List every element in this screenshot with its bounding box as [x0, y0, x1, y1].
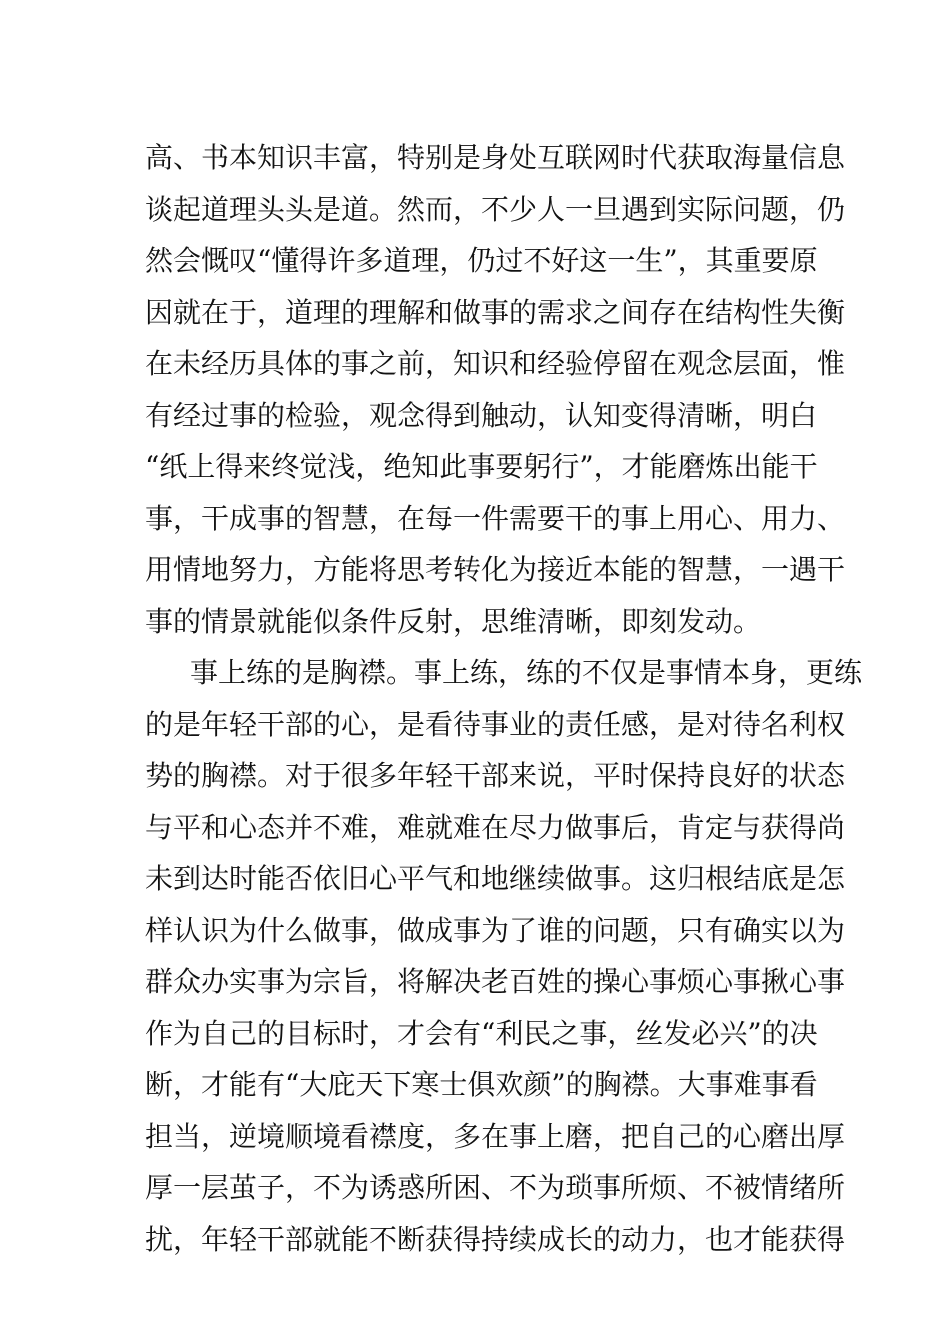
text-line: 有经过事的检验，观念得到触动，认知变得清晰，明白: [145, 398, 818, 432]
text-line: 事，干成事的智慧，在每一件需要干的事上用心、用力、: [145, 501, 846, 535]
text-line: “纸上得来终觉浅，绝知此事要躬行”，才能磨炼出能干: [145, 450, 818, 483]
text-line: 担当，逆境顺境看襟度，多在事上磨，把自己的心磨出厚: [145, 1119, 846, 1153]
text-line: 作为自己的目标时，才会有“利民之事，丝发必兴”的决: [145, 1016, 818, 1050]
text-line: 高、书本知识丰富，特别是身处互联网时代获取海量信息: [145, 141, 846, 174]
text-line: 在未经历具体的事之前，知识和经验停留在观念层面，惟: [145, 347, 846, 380]
text-line: 扰，年轻干部就能不断获得持续成长的动力，也才能获得: [145, 1222, 846, 1256]
text-line: 样认识为什么做事，做成事为了谁的问题，只有确实以为: [145, 913, 846, 947]
text-line: 因就在于，道理的理解和做事的需求之间存在结构性失衡: [145, 295, 846, 329]
text-line: 谈起道理头头是道。然而，不少人一旦遇到实际问题，仍: [145, 192, 846, 226]
text-line: 断，才能有“大庇天下寒士俱欢颜”的胸襟。大事难事看: [145, 1068, 818, 1101]
text-line: 事的情景就能似条件反射，思维清晰，即刻发动。: [145, 604, 762, 638]
text-line: 然会慨叹“懂得许多道理，仍过不好这一生”，其重要原: [145, 244, 818, 277]
text-line: 未到达时能否依旧心平气和地继续做事。这归根结底是怎: [145, 862, 846, 895]
text-line: 的是年轻干部的心，是看待事业的责任感，是对待名利权: [145, 707, 846, 741]
text-line: 厚一层茧子，不为诱惑所困、不为琐事所烦、不被情绪所: [145, 1171, 846, 1204]
body-text: [145, 132, 863, 1265]
text-line: 用情地努力，方能将思考转化为接近本能的智慧，一遇干: [145, 553, 846, 586]
text-line: 势的胸襟。对于很多年轻干部来说，平时保持良好的状态: [145, 759, 846, 792]
text-line: 群众办实事为宗旨，将解决老百姓的操心事烦心事揪心事: [145, 965, 846, 998]
paragraph-start-line: 事上练的是胸襟。事上练，练的不仅是事情本身，更练: [190, 656, 863, 689]
text-line: 与平和心态并不难，难就难在尽力做事后，肯定与获得尚: [145, 810, 846, 844]
